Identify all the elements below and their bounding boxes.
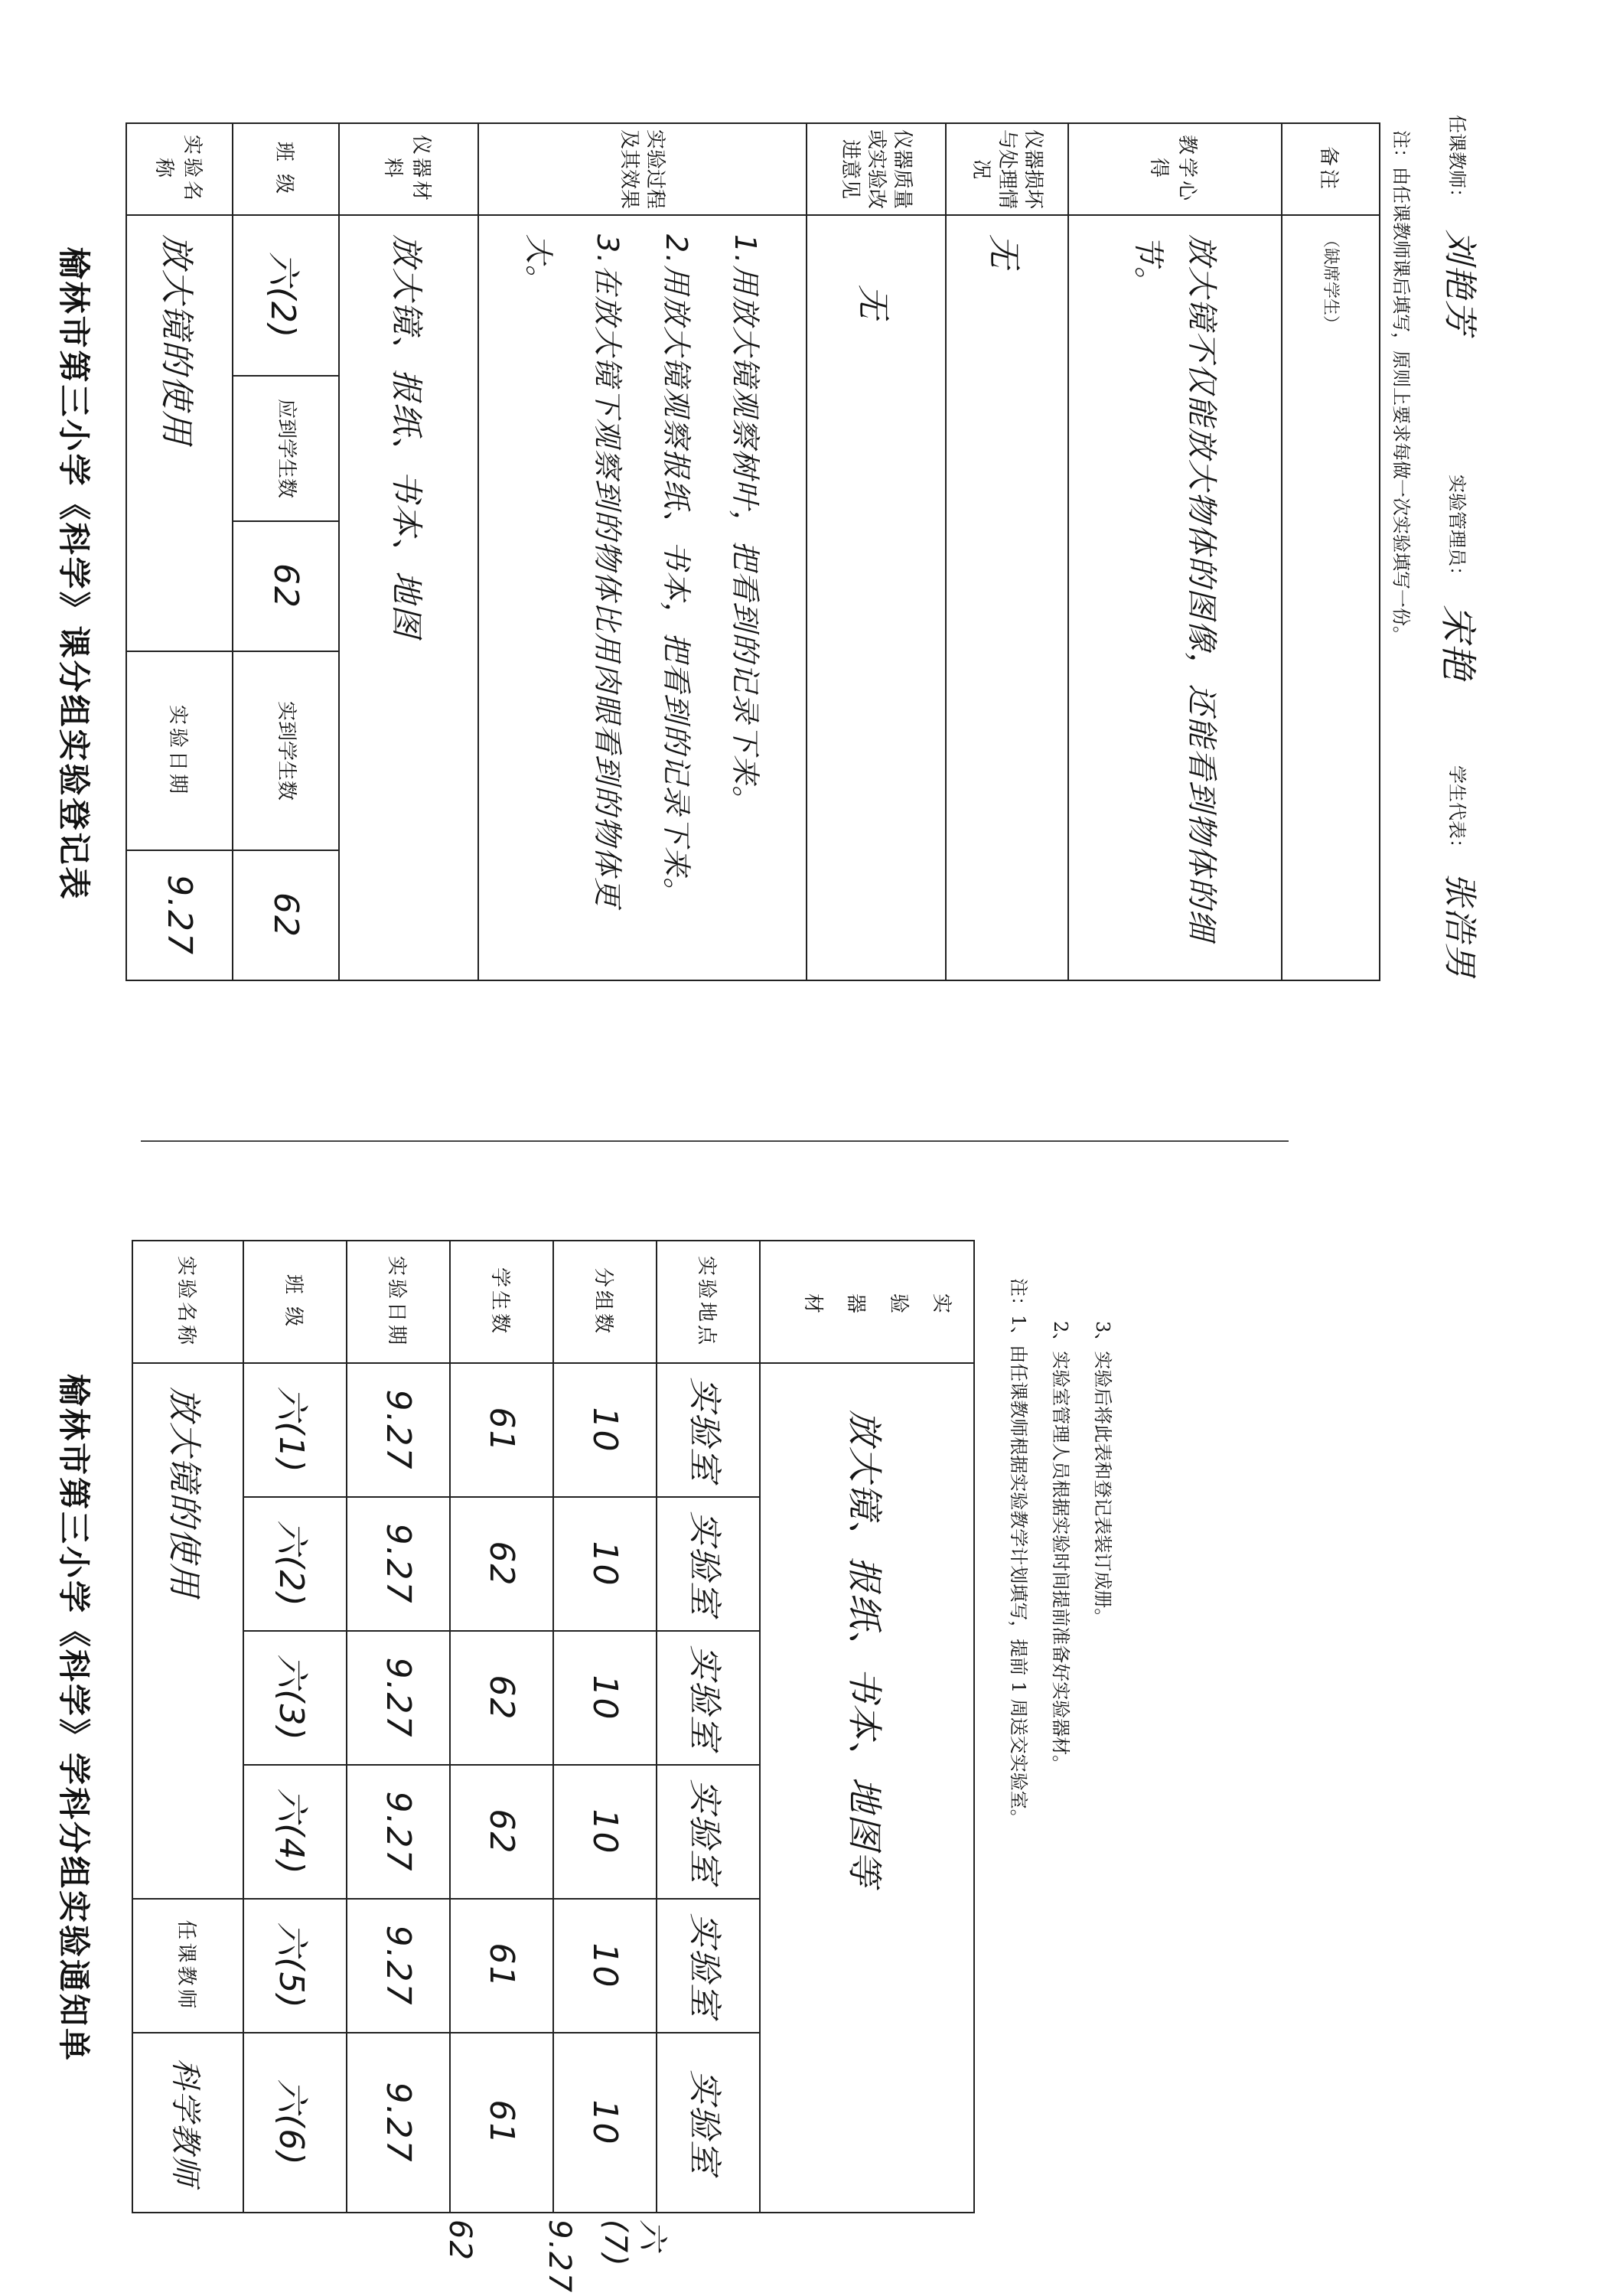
expected-students-value: 62 — [233, 521, 339, 651]
class-label: 班 级 — [233, 123, 339, 215]
teacher-signature: 刘艳芳 — [1440, 230, 1479, 335]
notice-title: 榆林市第三小学《科学》学科分组实验通知单 — [55, 1373, 93, 2063]
date-label: 实验日期 — [347, 1241, 450, 1363]
student-rep-signature: 张浩男 — [1440, 872, 1479, 978]
groups-col-4: 10 — [553, 1765, 657, 1899]
registration-title: 榆林市第三小学《科学》课分组实验登记表 — [55, 246, 93, 902]
materials-label: 仪器材料 — [339, 123, 478, 215]
process-step-3: 3.在放大镜下观察到的物体比用肉眼看到的物体更大。 — [522, 234, 625, 908]
location-label: 实验地点 — [657, 1241, 760, 1363]
class-col-6: 六(6) — [243, 2033, 347, 2213]
damage-value: 无 — [983, 234, 1023, 269]
registration-table — [125, 122, 1380, 981]
class-col-5: 六(5) — [243, 1899, 347, 2033]
notice-note-3: 3、实验后将此表和登记表装订成册。 — [1092, 1321, 1113, 1627]
date-value: 9.27 — [126, 850, 233, 980]
admin-signature: 宋艳 — [1436, 605, 1479, 682]
date-label: 实验日期 — [126, 651, 233, 850]
students-col-2: 62 — [450, 1497, 553, 1631]
groups-col-3: 10 — [553, 1631, 657, 1765]
equipment-value: 放大镜、报纸、书本、地图等 — [844, 1410, 885, 1887]
remarks-label: 备注 — [1282, 123, 1380, 215]
students-col-1: 61 — [450, 1363, 553, 1497]
process-label: 实验过程及其效果 — [478, 123, 806, 215]
equipment-label: 实验器材 — [760, 1241, 974, 1363]
date-col-4: 9.27 — [347, 1765, 450, 1899]
remarks-value: （缺席学生） — [1320, 231, 1340, 333]
notice-table — [132, 1240, 975, 2213]
date-col-5: 9.27 — [347, 1899, 450, 2033]
class-col-2: 六(2) — [243, 1497, 347, 1631]
reflection-label: 教学心得 — [1068, 123, 1281, 215]
experiment-name-label: 实验名称 — [126, 123, 233, 215]
quality-label: 仪器质量或实验改进意见 — [807, 123, 946, 215]
registration-footer — [1434, 115, 1488, 995]
students-col-6: 61 — [450, 2033, 553, 2213]
teacher-label: 任课教师 — [132, 1899, 243, 2033]
extra-students: 62 — [442, 2219, 477, 2262]
class-value: 六(2) — [233, 215, 339, 376]
location-col-1: 实验室 — [657, 1363, 760, 1497]
registration-form — [0, 0, 1610, 1125]
experiment-name-value: 放大镜的使用 — [132, 1363, 243, 1899]
location-col-5: 实验室 — [657, 1899, 760, 2033]
date-col-1: 9.27 — [347, 1363, 450, 1497]
process-step-2: 2.用放大镜观察报纸、书本，把看到的记录下来。 — [660, 234, 694, 908]
groups-col-5: 10 — [553, 1899, 657, 2033]
groups-col-2: 10 — [553, 1497, 657, 1631]
groups-col-6: 10 — [553, 2033, 657, 2213]
location-col-2: 实验室 — [657, 1497, 760, 1631]
location-col-6: 实验室 — [657, 2033, 760, 2213]
class-col-3: 六(3) — [243, 1631, 347, 1765]
groups-label: 分组数 — [553, 1241, 657, 1363]
expected-students-label: 应到学生数 — [233, 376, 339, 521]
groups-col-1: 10 — [553, 1363, 657, 1497]
materials-value: 放大镜、报纸、书本、地图 — [388, 234, 426, 639]
extra-class: 六(7) — [598, 2219, 670, 2268]
notice-note-1: 注：1、由任课教师根据实验教学计划填写，提前 1 周送交实验室。 — [1008, 1278, 1029, 1828]
reflection-value: 放大镜不仅能放大物体的图像，还能看到物体的细节。 — [1130, 234, 1220, 941]
location-col-4: 实验室 — [657, 1765, 760, 1899]
teacher-value: 科学教师 — [132, 2033, 243, 2213]
quality-value: 无 — [852, 285, 892, 320]
students-col-5: 61 — [450, 1899, 553, 2033]
class-col-1: 六(1) — [243, 1363, 347, 1497]
notice-note-2: 2、实验室管理人员根据实验时间提前准备好实验器材。 — [1050, 1321, 1071, 1774]
actual-students-value: 62 — [233, 850, 339, 980]
admin-label: 实验管理员： — [1446, 475, 1468, 585]
date-col-6: 9.27 — [347, 2033, 450, 2213]
damage-label: 仪器损坏与处理情况 — [946, 123, 1069, 215]
notice-notes — [990, 1278, 1120, 2197]
experiment-name-value: 放大镜的使用 — [126, 215, 233, 651]
experiment-name-label: 实验名称 — [132, 1241, 243, 1363]
page-divider — [141, 1140, 1289, 1142]
teacher-label: 任课教师： — [1446, 115, 1468, 207]
location-col-3: 实验室 — [657, 1631, 760, 1765]
extra-column — [340, 2219, 676, 2294]
process-step-1: 1.用放大镜观察树叶，把看到的记录下来。 — [728, 234, 763, 817]
date-col-2: 9.27 — [347, 1497, 450, 1631]
class-col-4: 六(4) — [243, 1765, 347, 1899]
students-label: 学生数 — [450, 1241, 553, 1363]
notice-form — [0, 1179, 1610, 2296]
date-col-3: 9.27 — [347, 1631, 450, 1765]
extra-date: 9.27 — [542, 2219, 577, 2294]
student-rep-label: 学生代表： — [1446, 765, 1468, 857]
actual-students-label: 实到学生数 — [233, 651, 339, 850]
registration-note: 注：由任课教师课后填写，原则上要求每做一次实验填写一份。 — [1390, 130, 1412, 644]
students-col-3: 62 — [450, 1631, 553, 1765]
class-label: 班 级 — [243, 1241, 347, 1363]
students-col-4: 62 — [450, 1765, 553, 1899]
